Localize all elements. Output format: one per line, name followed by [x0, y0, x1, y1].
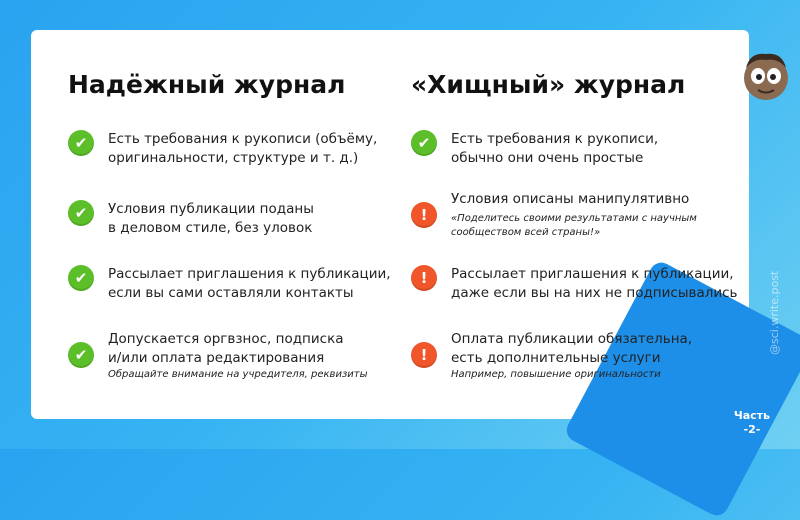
exclamation-circle-icon: !	[411, 342, 437, 368]
left-item-2	[68, 200, 314, 238]
part-label: Часть	[733, 409, 770, 422]
left-item-3-line-1: Рассылает приглашения к публикации,	[108, 266, 391, 282]
left-item-2-line-2: в деловом стиле, без уловок	[108, 220, 313, 236]
right-item-3-line-1: Рассылает приглашения к публикации,	[451, 266, 734, 282]
right-item-4	[411, 330, 692, 382]
check-circle-icon: ✔	[68, 265, 94, 291]
right-item-1-line-2: обычно они очень простые	[451, 150, 644, 166]
predatory-journal-title: «Хищный» журнал	[411, 70, 686, 99]
left-item-1-line-2: оригинальности, структуре и т. д.)	[108, 150, 359, 166]
left-item-3-line-2: если вы сами оставляли контакты	[108, 285, 354, 301]
right-item-4-line-1: Оплата публикации обязательна,	[451, 331, 693, 347]
left-item-4	[68, 330, 367, 382]
check-circle-icon: ✔	[68, 342, 94, 368]
right-item-3-line-2: даже если вы на них не подписывались	[451, 285, 738, 301]
right-item-2	[411, 190, 697, 240]
left-item-3	[68, 265, 391, 303]
right-item-2-line-1: Условия описаны манипулятивно	[451, 191, 690, 207]
left-item-1	[68, 130, 377, 168]
part-number: -2-	[743, 423, 761, 436]
left-item-4-line-1: Допускается оргвзнос, подписка	[108, 331, 344, 347]
left-item-2-line-1: Условия публикации поданы	[108, 201, 314, 217]
exclamation-circle-icon: !	[411, 265, 437, 291]
right-item-3	[411, 265, 738, 303]
exclamation-circle-icon: !	[411, 202, 437, 228]
content-card	[31, 30, 749, 419]
left-item-4-note: Обращайте внимание на учредителя, реквизиты	[108, 369, 368, 380]
author-handle: @sci.write.post	[768, 270, 781, 355]
check-circle-icon: ✔	[68, 200, 94, 226]
left-item-4-line-2: и/или оплата редактирования	[108, 350, 325, 366]
cartoon-face-icon	[738, 48, 794, 102]
right-item-1	[411, 130, 658, 168]
check-circle-icon: ✔	[411, 130, 437, 156]
left-item-1-line-1: Есть требования к рукописи (объёму,	[108, 131, 378, 147]
check-circle-icon: ✔	[68, 130, 94, 156]
right-item-2-note-1: «Поделитесь своими результатами с научным	[451, 213, 697, 224]
part-indicator	[734, 409, 770, 437]
right-item-4-line-2: есть дополнительные услуги	[451, 350, 661, 366]
right-item-2-note-2: сообществом всей страны!»	[451, 227, 601, 238]
reliable-journal-title: Надёжный журнал	[68, 70, 346, 99]
right-item-1-line-1: Есть требования к рукописи,	[451, 131, 659, 147]
right-item-4-note: Например, повышение оригинальности	[451, 369, 661, 380]
